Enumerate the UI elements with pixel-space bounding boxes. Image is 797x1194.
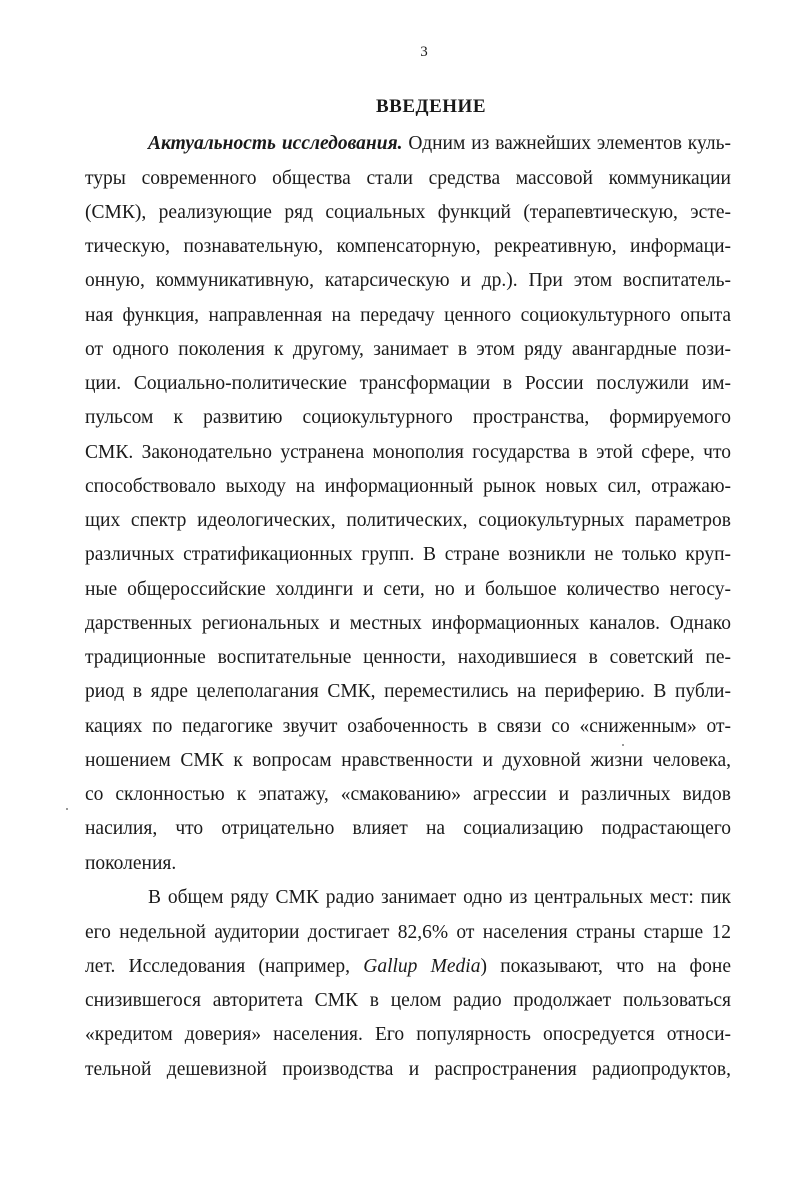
line-text: ) показывают, что на фоне — [480, 956, 731, 977]
lead-phrase: Актуальность исследования. — [148, 133, 403, 154]
text-line: щих спектр идеологических, политических, социокультурных параметров — [85, 510, 731, 531]
page-number: 3 — [420, 44, 428, 60]
text-line: (СМК), реализующие ряд социальных функций (терапевтическую, эсте- — [85, 202, 731, 223]
text-line: способствовало выходу на информационный рынок новых сил, отражаю- — [85, 476, 731, 497]
text-line: туры современного общества стали средства массовой коммуникации — [85, 168, 731, 189]
text-line: СМК. Законодательно устранена монополия государства в этой сфере, что — [85, 442, 731, 463]
text-line: онную, коммуникативную, катарсическую и др.). При этом воспитатель- — [85, 270, 731, 291]
scan-speck — [622, 744, 624, 746]
text-line: поколения. — [85, 853, 177, 874]
text-line: его недельной аудитории достигает 82,6% от населения страны старше 12 — [85, 922, 731, 943]
text-line: ношением СМК к вопросам нравственности и духовной жизни человека, — [85, 750, 731, 771]
text-line: кациях по педагогике звучит озабоченность в связи со «сниженным» от- — [85, 716, 731, 737]
text-line: ные общероссийские холдинги и сети, но и большое количество негосу- — [85, 579, 731, 600]
text-line: традиционные воспитательные ценности, находившиеся в советский пе- — [85, 647, 731, 668]
text-line: ции. Социально-политические трансформации в России послужили им- — [85, 373, 731, 394]
text-line: «кредитом доверия» населения. Его популярность опосредуется относи- — [85, 1024, 731, 1045]
text-line: риод в ядре целеполагания СМК, переместились на периферию. В публи- — [85, 681, 731, 702]
page-heading: ВВЕДЕНИЕ — [376, 96, 486, 117]
line-text: Одним из важнейших элементов куль- — [402, 133, 732, 154]
scan-speck — [66, 808, 68, 810]
text-line: от одного поколения к другому, занимает в этом ряду авангардные пози- — [85, 339, 731, 360]
text-line: снизившегося авторитета СМК в целом радио продолжает пользоваться — [85, 990, 731, 1011]
text-line: насилия, что отрицательно влияет на социализацию подрастающего — [85, 818, 731, 839]
text-line: ная функция, направленная на передачу ценного социокультурного опыта — [85, 305, 731, 326]
text-line: тельной дешевизной производства и распространения радиопродуктов, — [85, 1059, 731, 1080]
line-text: лет. Исследования (например, — [85, 956, 364, 977]
text-line — [148, 132, 731, 156]
text-line: дарственных региональных и местных информационных каналов. Однако — [85, 613, 731, 634]
text-line: В общем ряду СМК радио занимает одно из центральных мест: пик — [148, 887, 731, 908]
text-line: различных стратификационных групп. В стране возникли не только круп- — [85, 544, 731, 565]
text-line: тическую, познавательную, компенсаторную, рекреативную, информаци- — [85, 236, 731, 257]
text-line — [85, 955, 731, 979]
text-line: пульсом к развитию социокультурного пространства, формируемого — [85, 407, 731, 428]
text-line: со склонностью к эпатажу, «смакованию» агрессии и различных видов — [85, 784, 731, 805]
foreign-term: Gallup Media — [363, 956, 481, 977]
